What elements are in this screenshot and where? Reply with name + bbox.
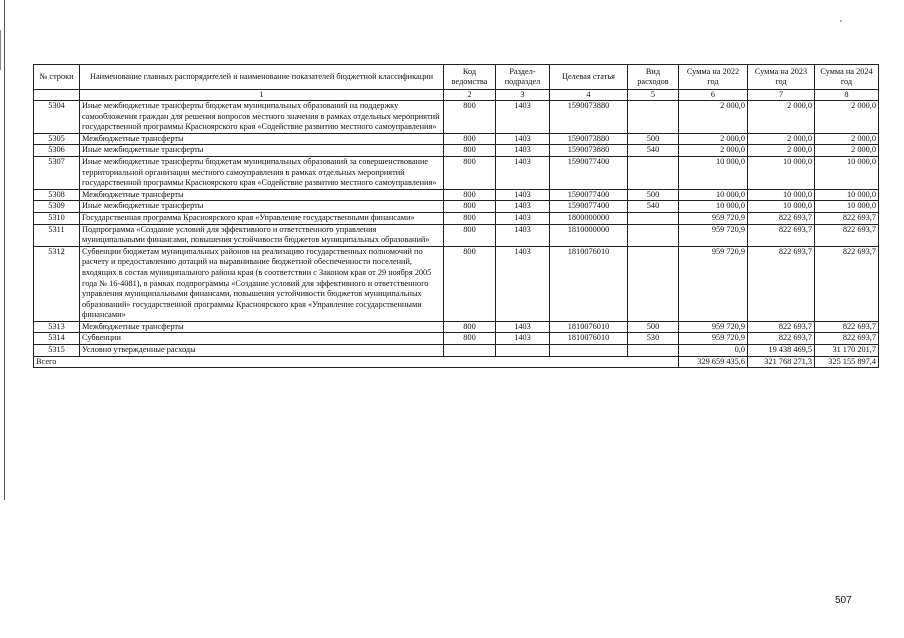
sum-2022: 10 000,0 [679,189,748,201]
sum-2022: 0,0 [679,345,748,357]
department-code: 800 [444,212,496,224]
header-department-code: Код ведомства [444,65,496,90]
section-code: 1403 [496,212,550,224]
target-item-code: 1810000000 [550,224,628,246]
header-row [34,65,879,90]
column-number: 2 [444,90,496,101]
sum-2023: 10 000,0 [748,156,815,189]
table-row [34,201,879,213]
department-code: 800 [444,189,496,201]
row-name: Государственная программа Красноярского края «Управление государственными финансами» [80,212,444,224]
sum-2022: 959 720,9 [679,212,748,224]
table-row [34,345,879,357]
expense-type-code [628,156,679,189]
row-number: 5307 [34,156,80,189]
table-row [34,145,879,157]
sum-2024: 822 693,7 [815,333,879,345]
table-row [34,101,879,134]
target-item-code: 1810076010 [550,246,628,321]
row-name: Иные межбюджетные трансферты [80,145,444,157]
section-code: 1403 [496,333,550,345]
expense-type-code [628,224,679,246]
sum-2022: 959 720,9 [679,246,748,321]
department-code: 800 [444,246,496,321]
target-item-code: 1590077400 [550,156,628,189]
expense-type-code [628,246,679,321]
row-name: Межбюджетные трансферты [80,321,444,333]
column-number: 5 [628,90,679,101]
section-code: 1403 [496,156,550,189]
row-name: Субвенции бюджетам муниципальных районов на реализацию государственных полномочий по расчету и предоставлению дотаций на выравнивание бюджетной обеспеченности поселений, входящих в состав муниципального района края (в соответствии с Законом края от 29 ноября 2005 года № 16-4081), в рамках подпрограммы «Создание условий для эффективного и ответственного управления муниципальными финансами, повышения устойчивости бюджетов муниципальных образований» государственной программы Красноярского края «Управление государственными финансами» [80,246,444,321]
sum-2024: 822 693,7 [815,321,879,333]
column-number: 4 [550,90,628,101]
header-expense-type: Вид расходов [628,65,679,90]
sum-2024: 10 000,0 [815,156,879,189]
target-item-code: 1590073880 [550,101,628,134]
sum-2023: 2 000,0 [748,145,815,157]
scan-edge-line [4,0,5,500]
sum-2023: 822 693,7 [748,224,815,246]
total-sum-2024: 325 155 897,4 [815,356,879,368]
expense-type-code: 540 [628,145,679,157]
row-name: Условно утвержденные расходы [80,345,444,357]
sum-2024: 31 170 201,7 [815,345,879,357]
sum-2022: 2 000,0 [679,145,748,157]
department-code: 800 [444,333,496,345]
expense-type-code: 500 [628,321,679,333]
department-code: 800 [444,101,496,134]
total-sum-2023: 321 768 271,3 [748,356,815,368]
header-sum-2023: Сумма на 2023 год [748,65,815,90]
table-row [34,333,879,345]
sum-2023: 19 438 469,5 [748,345,815,357]
sum-2024: 822 693,7 [815,224,879,246]
expense-type-code: 500 [628,189,679,201]
target-item-code: 1810076010 [550,321,628,333]
row-name: Субвенции [80,333,444,345]
row-number: 5304 [34,101,80,134]
row-name: Межбюджетные трансферты [80,133,444,145]
row-name: Иные межбюджетные трансферты [80,201,444,213]
sum-2023: 822 693,7 [748,246,815,321]
section-code: 1403 [496,101,550,134]
row-name: Иные межбюджетные трансферты бюджетам муниципальных образований за совершенствование территориальной организации местного самоуправления в рамках отдельных мероприятий государственной программы Красноярского края «Содействие развитию местного самоуправления» [80,156,444,189]
target-item-code: 1810076010 [550,333,628,345]
department-code: 800 [444,224,496,246]
section-code [496,345,550,357]
expense-type-code: 500 [628,133,679,145]
section-code: 1403 [496,246,550,321]
column-number: 3 [496,90,550,101]
sum-2023: 822 693,7 [748,333,815,345]
column-number: 6 [679,90,748,101]
sum-2022: 2 000,0 [679,101,748,134]
sum-2023: 2 000,0 [748,101,815,134]
sum-2023: 822 693,7 [748,212,815,224]
department-code [444,345,496,357]
sum-2023: 10 000,0 [748,201,815,213]
department-code: 800 [444,156,496,189]
column-number: 1 [80,90,444,101]
total-row [34,356,879,368]
table-row [34,246,879,321]
target-item-code [550,345,628,357]
table-row [34,212,879,224]
table-body [34,101,879,368]
column-number-row [34,90,879,101]
expense-type-code: 530 [628,333,679,345]
expense-type-code: 540 [628,201,679,213]
target-item-code: 1590077400 [550,201,628,213]
sum-2024: 10 000,0 [815,189,879,201]
row-number: 5305 [34,133,80,145]
section-code: 1403 [496,189,550,201]
budget-table [33,64,879,368]
row-name: Подпрограмма «Создание условий для эффективного и ответственного управления муниципальными финансами, повышения устойчивости бюджетов муниципальных образований» [80,224,444,246]
target-item-code: 1590073880 [550,133,628,145]
row-number: 5308 [34,189,80,201]
section-code: 1403 [496,224,550,246]
header-sum-2022: Сумма на 2022 год [679,65,748,90]
sum-2022: 2 000,0 [679,133,748,145]
section-code: 1403 [496,321,550,333]
target-item-code: 1590073880 [550,145,628,157]
sum-2024: 822 693,7 [815,246,879,321]
section-code: 1403 [496,145,550,157]
row-number: 5313 [34,321,80,333]
header-section: Раздел-подраздел [496,65,550,90]
sum-2023: 2 000,0 [748,133,815,145]
page-number: 507 [835,595,852,606]
scan-edge-mark [0,30,1,70]
sum-2024: 2 000,0 [815,133,879,145]
department-code: 800 [444,321,496,333]
row-number: 5314 [34,333,80,345]
department-code: 800 [444,145,496,157]
sum-2023: 822 693,7 [748,321,815,333]
sum-2024: 822 693,7 [815,212,879,224]
row-number: 5306 [34,145,80,157]
sum-2022: 959 720,9 [679,224,748,246]
header-target-item: Целевая статья [550,65,628,90]
sum-2022: 10 000,0 [679,156,748,189]
sum-2022: 959 720,9 [679,321,748,333]
expense-type-code [628,212,679,224]
table-row [34,189,879,201]
target-item-code: 1590077400 [550,189,628,201]
sum-2023: 10 000,0 [748,189,815,201]
expense-type-code [628,345,679,357]
total-label: Всего [34,356,679,368]
total-sum-2022: 329 659 435,6 [679,356,748,368]
section-code: 1403 [496,133,550,145]
sum-2024: 10 000,0 [815,201,879,213]
row-name: Межбюджетные трансферты [80,189,444,201]
department-code: 800 [444,201,496,213]
header-name: Наименование главных распорядителей и наименование показателей бюджетной классификации [80,65,444,90]
row-number: 5310 [34,212,80,224]
department-code: 800 [444,133,496,145]
target-item-code: 1800000000 [550,212,628,224]
header-sum-2024: Сумма на 2024 год [815,65,879,90]
row-number: 5309 [34,201,80,213]
column-number: 8 [815,90,879,101]
sum-2022: 10 000,0 [679,201,748,213]
row-name: Иные межбюджетные трансферты бюджетам муниципальных образований на поддержку самообложения граждан для решения вопросов местного значения в рамках отдельных мероприятий государственной программы Красноярского края «Содействие развитию местного самоуправления» [80,101,444,134]
row-number: 5312 [34,246,80,321]
row-number: 5311 [34,224,80,246]
expense-type-code [628,101,679,134]
table-header [34,65,879,101]
section-code: 1403 [496,201,550,213]
sum-2022: 959 720,9 [679,333,748,345]
column-number [34,90,80,101]
scan-speck [840,20,842,22]
column-number: 7 [748,90,815,101]
table-row [34,321,879,333]
sum-2024: 2 000,0 [815,101,879,134]
table-row [34,224,879,246]
table-row [34,156,879,189]
row-number: 5315 [34,345,80,357]
header-row-number: № строки [34,65,80,90]
sum-2024: 2 000,0 [815,145,879,157]
table-row [34,133,879,145]
